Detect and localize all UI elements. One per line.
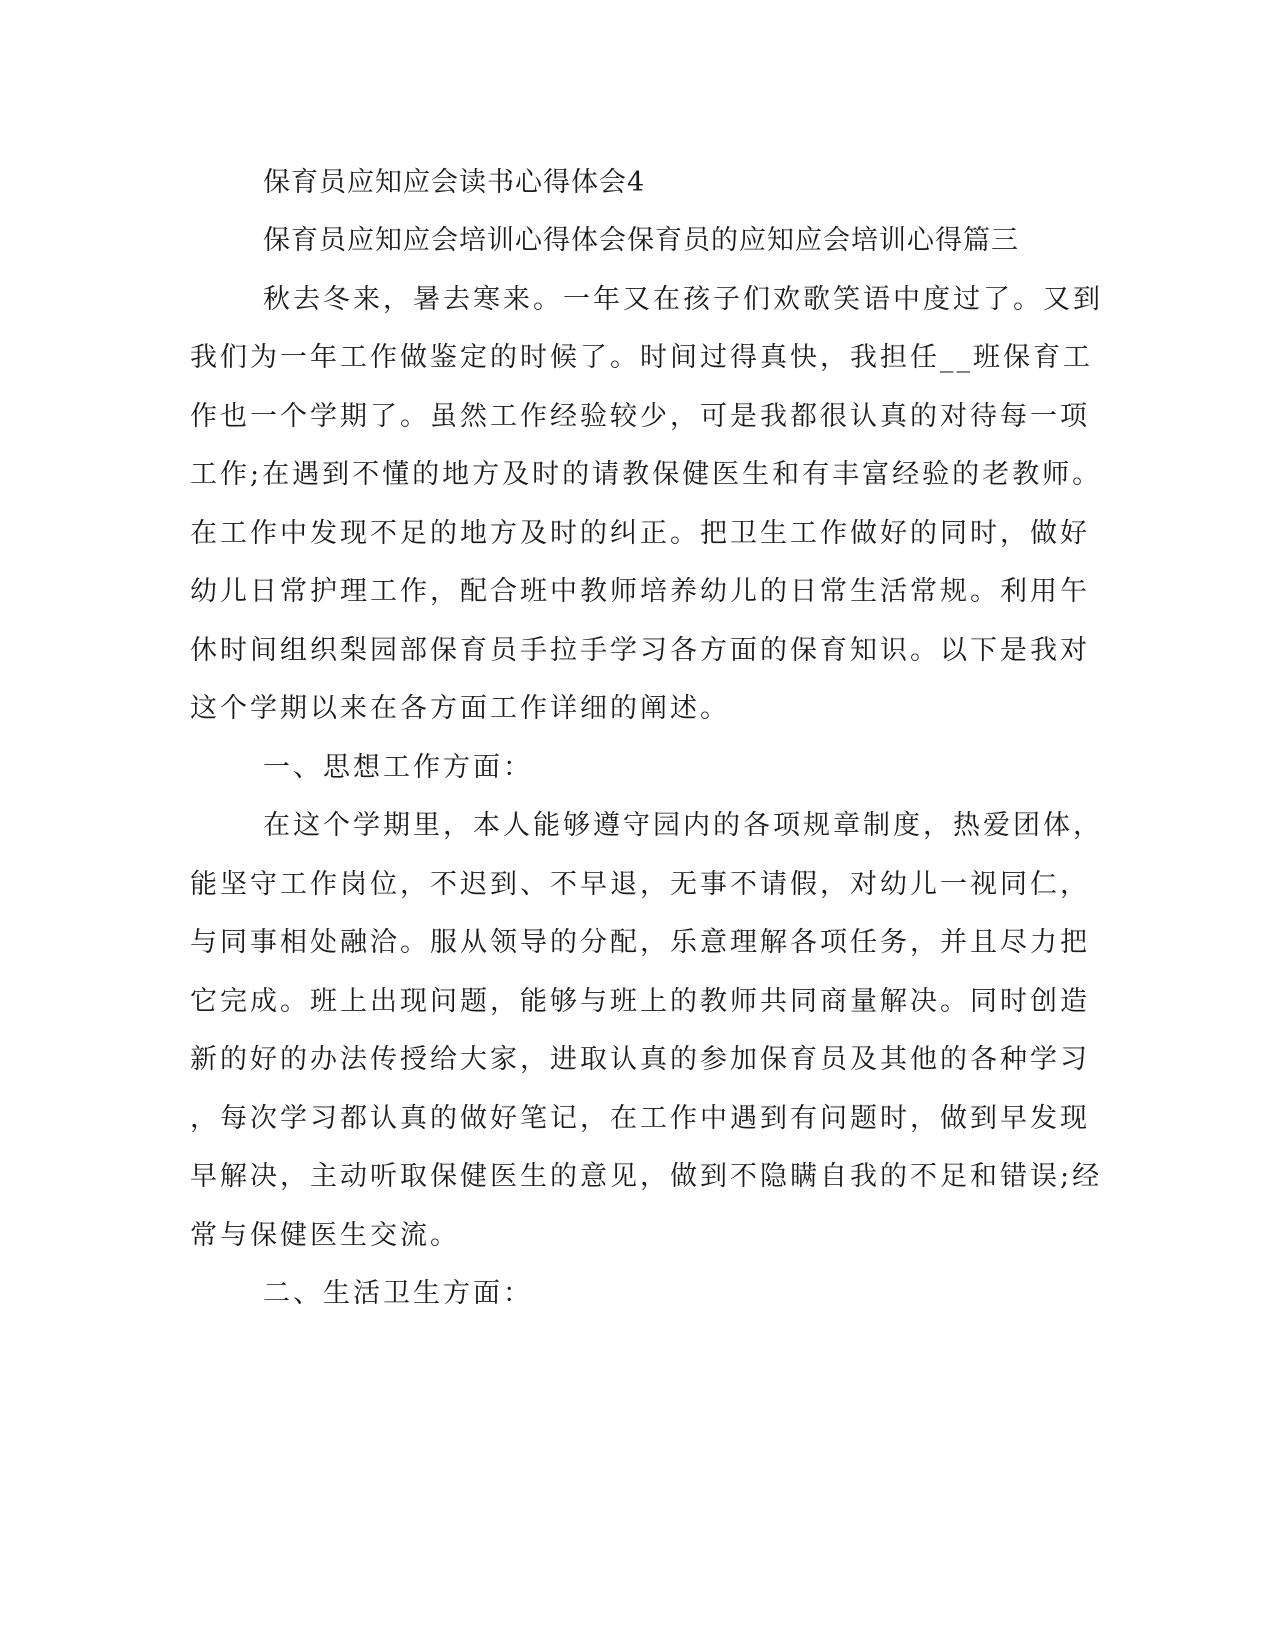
paragraph-line: 休时间组织梨园部保育员手拉手学习各方面的保育知识。以下是我对 — [190, 635, 1090, 666]
paragraph-line: 作也一个学期了。虽然工作经验较少，可是我都很认真的对待每一项 — [190, 401, 1090, 432]
paragraph-line: 在这个学期里，本人能够遵守园内的各项规章制度，热爱团体， — [263, 810, 1103, 841]
paragraph-line: 我们为一年工作做鉴定的时候了。时间过得真快，我担任__班保育工 — [190, 342, 1093, 373]
section-heading: 二、生活卫生方面： — [263, 1278, 533, 1309]
paragraph-line: 这个学期以来在各方面工作详细的阐述。 — [190, 693, 730, 724]
paragraph-line: 早解决，主动听取保健医生的意见，做到不隐瞒自我的不足和错误;经 — [190, 1161, 1103, 1192]
paragraph-line: 幼儿日常护理工作，配合班中教师培养幼儿的日常生活常规。利用午 — [190, 576, 1090, 607]
paragraph-line: 工作;在遇到不懂的地方及时的请教保健医生和有丰富经验的老教师。 — [190, 459, 1103, 490]
document-subtitle: 保育员应知应会培训心得体会保育员的应知应会培训心得篇三 — [263, 225, 1019, 256]
paragraph-line: 能坚守工作岗位，不迟到、不早退，无事不请假，对幼儿一视同仁， — [190, 869, 1090, 900]
paragraph-line: 它完成。班上出现问题，能够与班上的教师共同商量解决。同时创造 — [190, 986, 1090, 1017]
paragraph-line: 常与保健医生交流。 — [190, 1220, 460, 1251]
section-heading: 一、思想工作方面： — [263, 752, 533, 783]
paragraph-line: 在工作中发现不足的地方及时的纠正。把卫生工作做好的同时，做好 — [190, 518, 1090, 549]
paragraph-line: 新的好的办法传授给大家，进取认真的参加保育员及其他的各种学习 — [190, 1044, 1090, 1075]
paragraph-line: 与同事相处融洽。服从领导的分配，乐意理解各项任务，并且尽力把 — [190, 927, 1090, 958]
paragraph-line: 秋去冬来，暑去寒来。一年又在孩子们欢歌笑语中度过了。又到 — [263, 284, 1103, 315]
document-title: 保育员应知应会读书心得体会4 — [263, 167, 646, 198]
paragraph-line: ，每次学习都认真的做好笔记，在工作中遇到有问题时，做到早发现 — [190, 1103, 1090, 1134]
